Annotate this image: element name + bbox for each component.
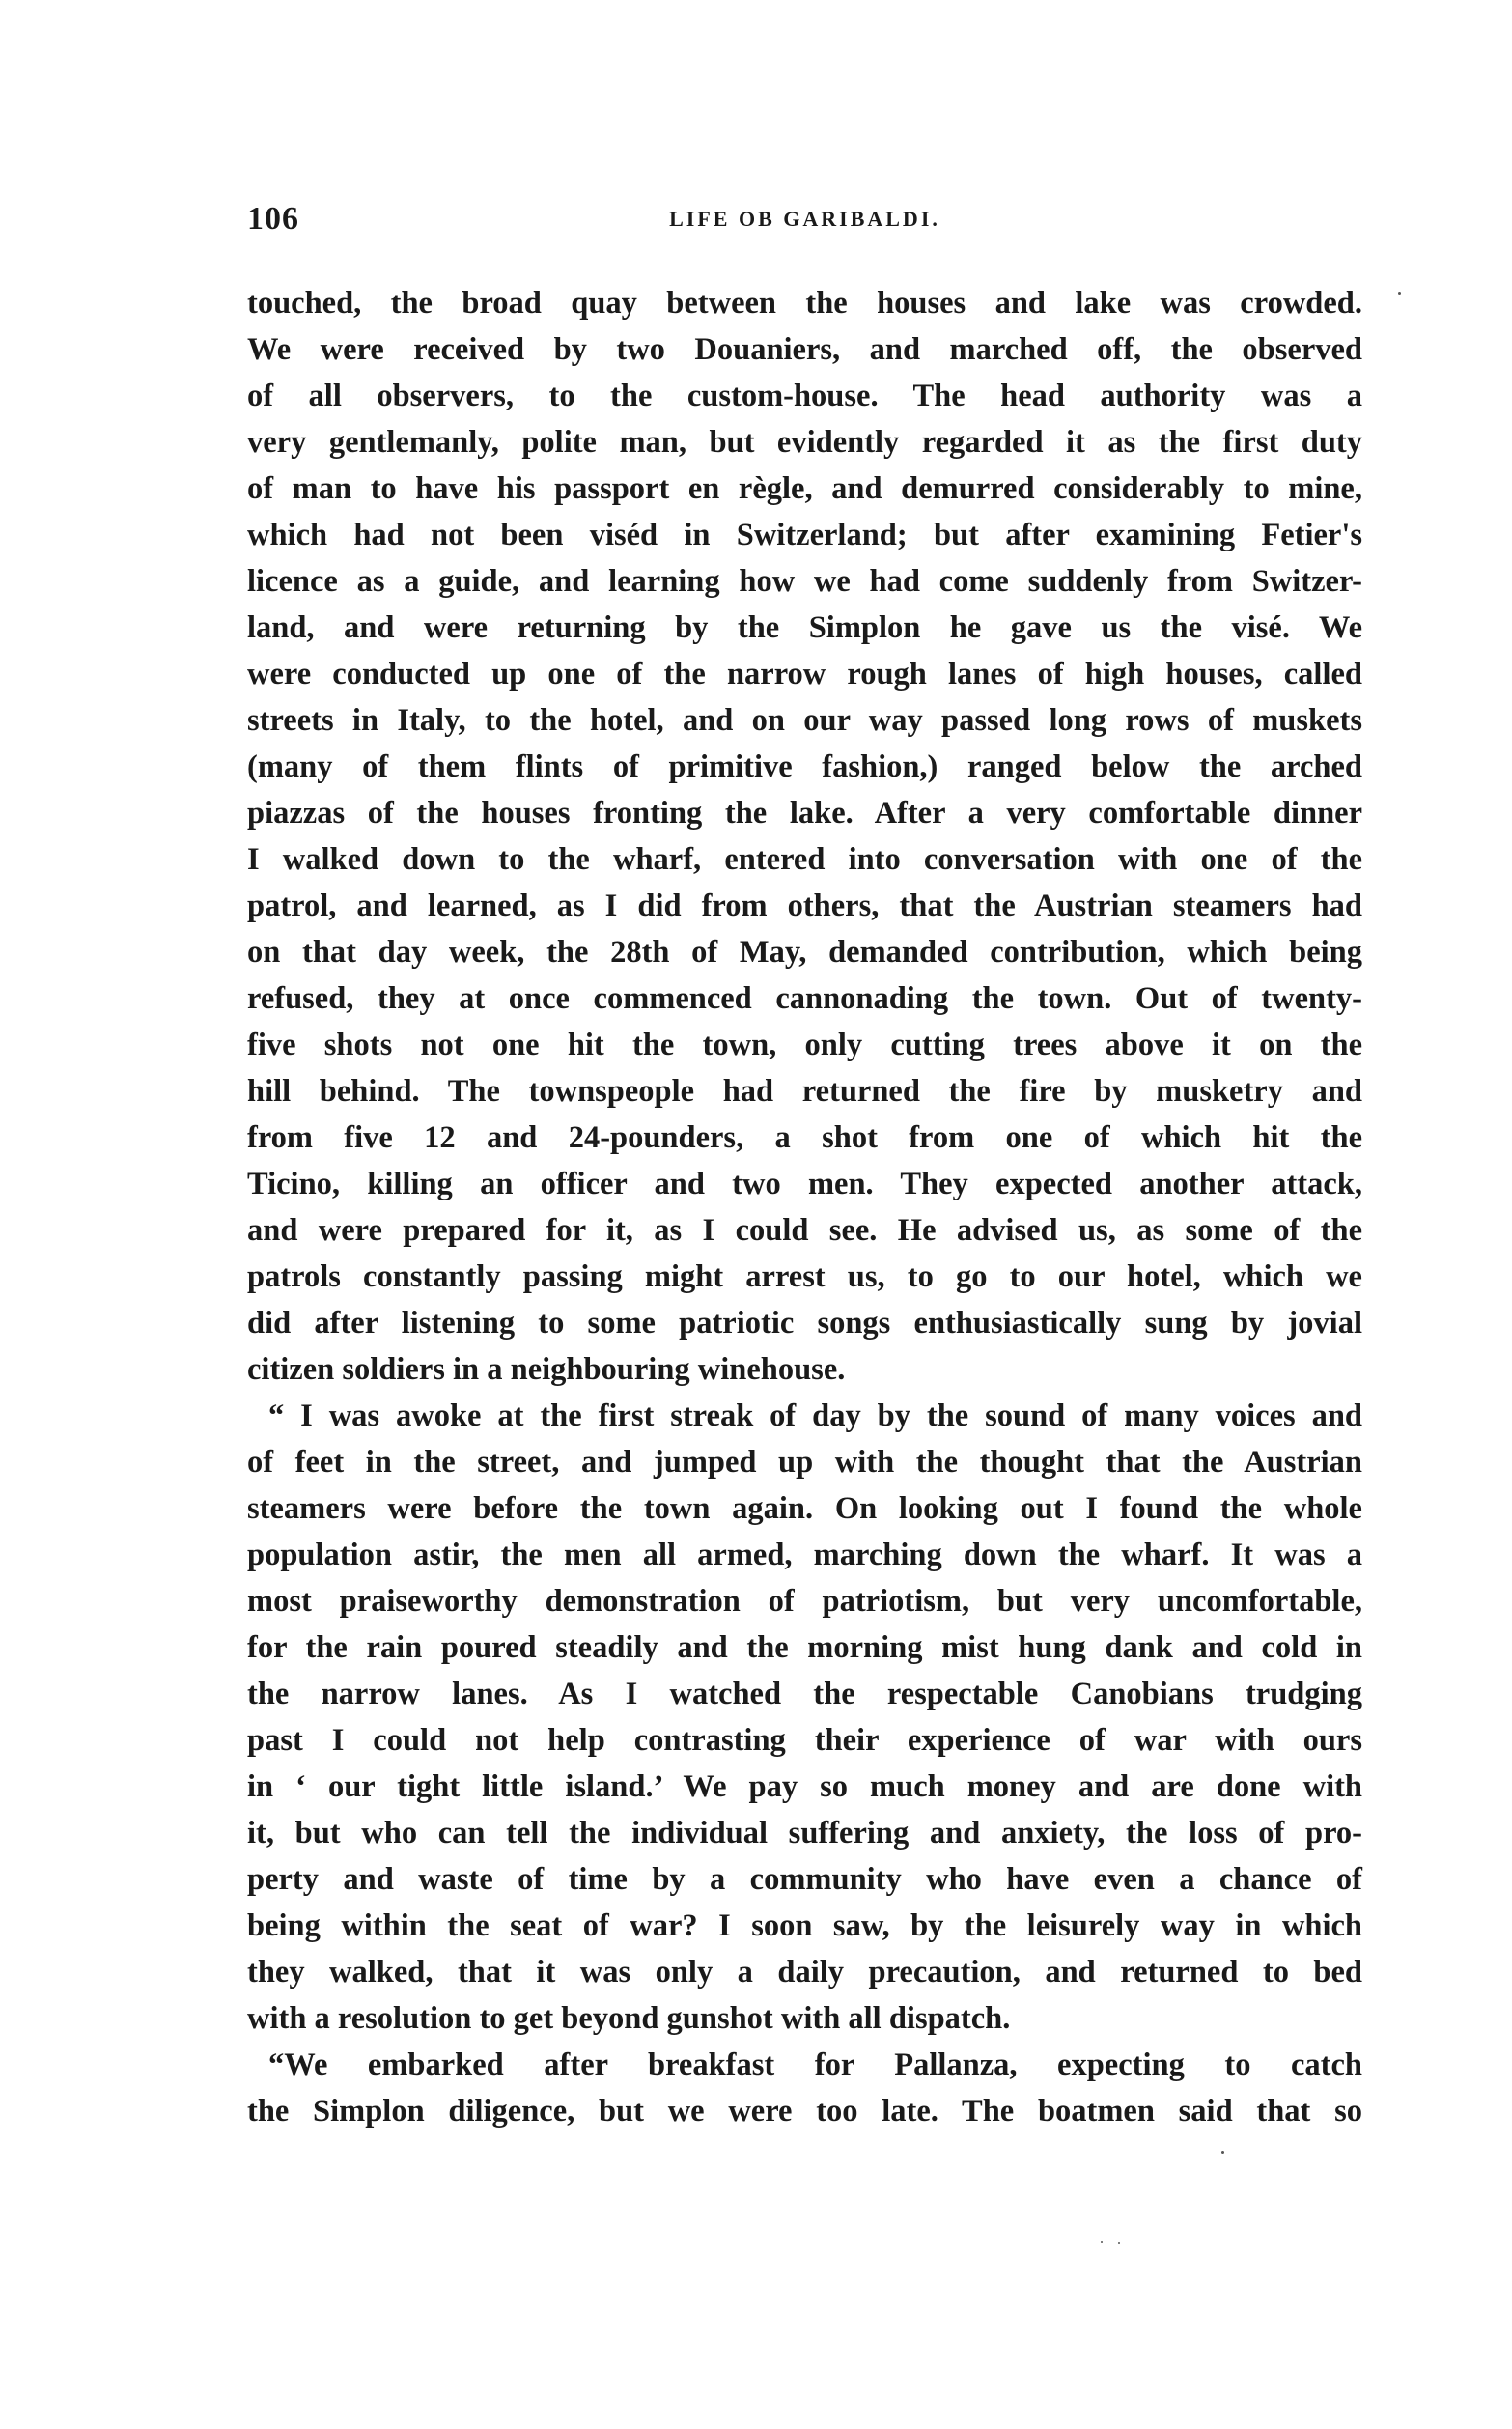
text-line: (many of them flints of primitive fashion,) ranged below the arched <box>247 749 1362 784</box>
paragraph-3 <box>247 2042 1362 2134</box>
text-line: We were received by two Douaniers, and marched off, the observed <box>247 332 1362 367</box>
text-line: most praiseworthy demonstration of patriotism, but very uncomfortable, <box>247 1584 1362 1619</box>
text-line: patrols constantly passing might arrest us, to go to our hotel, which we <box>247 1259 1362 1294</box>
text-line: citizen soldiers in a neighbouring winehouse. <box>247 1352 846 1387</box>
text-line: “We embarked after breakfast for Pallanza, expecting to catch <box>268 2048 1362 2082</box>
text-line: of all observers, to the custom-house. The head authority was a <box>247 379 1362 413</box>
text-line: which had not been viséd in Switzerland; but after examining Fetier's <box>247 518 1362 552</box>
paper-speck <box>1398 292 1401 295</box>
text-line: the narrow lanes. As I watched the respectable Canobians trudging <box>247 1677 1362 1711</box>
text-line: did after listening to some patriotic songs enthusiastically sung by jovial <box>247 1306 1362 1341</box>
text-line: I walked down to the wharf, entered into conversation with one of the <box>247 842 1362 877</box>
text-line: patrol, and learned, as I did from others, that the Austrian steamers had <box>247 889 1362 923</box>
text-line: touched, the broad quay between the houses and lake was crowded. <box>247 286 1362 321</box>
running-title: LIFE OB GARIBALDI. <box>669 207 940 231</box>
text-line: from five 12 and 24-pounders, a shot from one of which hit the <box>247 1120 1362 1155</box>
text-line: five shots not one hit the town, only cutting trees above it on the <box>247 1028 1362 1062</box>
text-line: “ I was awoke at the first streak of day by the sound of many voices and <box>268 1398 1362 1433</box>
paragraph-1 <box>247 280 1362 1393</box>
paper-speck <box>1221 2151 1224 2154</box>
text-line: past I could not help contrasting their experience of war with ours <box>247 1723 1362 1758</box>
text-line: being within the seat of war? I soon saw, by the leisurely way in which <box>247 1908 1362 1943</box>
text-line: of feet in the street, and jumped up with the thought that the Austrian <box>247 1445 1362 1480</box>
text-line: of man to have his passport en règle, and demurred considerably to mine, <box>247 471 1362 506</box>
text-line: Ticino, killing an officer and two men. They expected another attack, <box>247 1167 1362 1201</box>
text-line: they walked, that it was only a daily precaution, and returned to bed <box>247 1955 1362 1990</box>
text-line: land, and were returning by the Simplon he gave us the visé. We <box>247 610 1362 645</box>
paper-speck <box>1101 2241 1103 2243</box>
paper-speck <box>1118 2242 1120 2244</box>
text-line: for the rain poured steadily and the morning mist hung dank and cold in <box>247 1630 1362 1665</box>
text-line: and were prepared for it, as I could see. He advised us, as some of the <box>247 1213 1362 1248</box>
text-line: the Simplon diligence, but we were too late. The boatmen said that so <box>247 2094 1362 2129</box>
body-text <box>247 280 1362 2134</box>
text-line: refused, they at once commenced cannonading the town. Out of twenty- <box>247 981 1362 1016</box>
text-line: were conducted up one of the narrow rough lanes of high houses, called <box>247 657 1362 692</box>
running-head <box>247 201 1362 240</box>
text-line: hill behind. The townspeople had returned the fire by musketry and <box>247 1074 1362 1109</box>
text-line: it, but who can tell the individual suffering and anxiety, the loss of pro- <box>247 1816 1362 1850</box>
text-line: streets in Italy, to the hotel, and on our way passed long rows of muskets <box>247 703 1362 738</box>
page-number: 106 <box>247 201 299 237</box>
text-line: perty and waste of time by a community who have even a chance of <box>247 1862 1362 1897</box>
text-line: on that day week, the 28th of May, demanded contribution, which being <box>247 935 1362 970</box>
text-line: licence as a guide, and learning how we had come suddenly from Switzer- <box>247 564 1362 599</box>
text-line: in ‘ our tight little island.’ We pay so much money and are done with <box>247 1769 1362 1804</box>
text-line: very gentlemanly, polite man, but evidently regarded it as the first duty <box>247 425 1362 460</box>
text-line: with a resolution to get beyond gunshot with all dispatch. <box>247 2001 1011 2036</box>
paragraph-2 <box>247 1393 1362 2042</box>
text-line: steamers were before the town again. On looking out I found the whole <box>247 1491 1362 1526</box>
text-line: population astir, the men all armed, marching down the wharf. It was a <box>247 1538 1362 1572</box>
text-line: piazzas of the houses fronting the lake. After a very comfortable dinner <box>247 796 1362 831</box>
